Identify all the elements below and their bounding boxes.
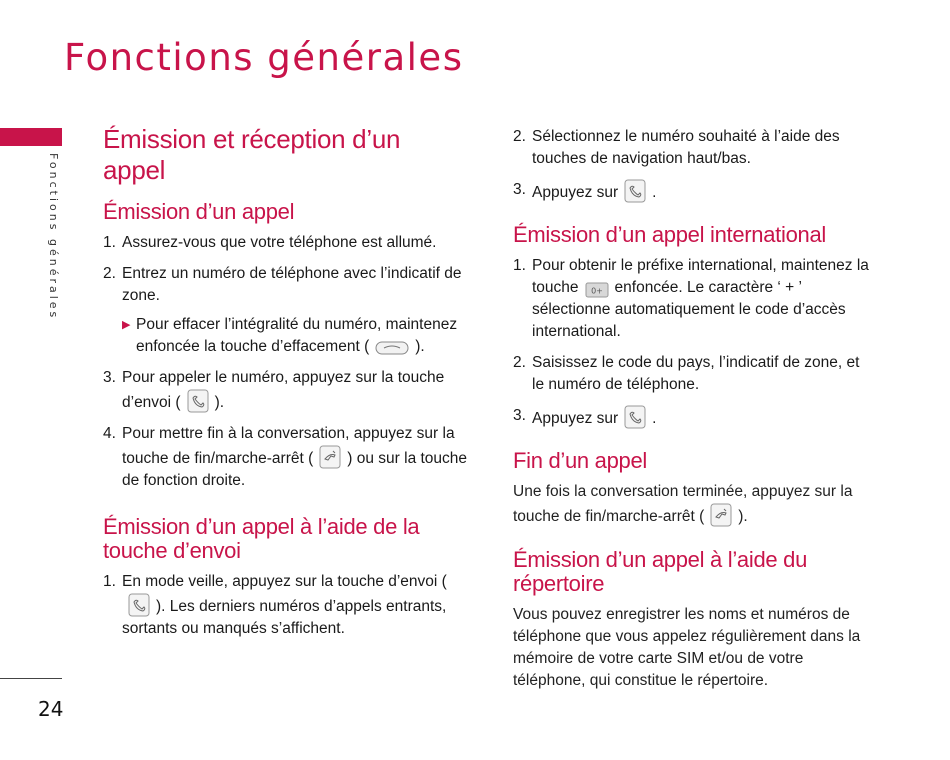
send-key-icon — [624, 405, 646, 429]
page-title: Fonctions générales — [64, 36, 464, 79]
list-text: Assurez-vous que votre téléphone est allumé. — [122, 234, 437, 251]
clear-key-icon — [375, 339, 409, 357]
list-text: Pour appeler le numéro, appuyez sur la touche d’envoi ( ). — [122, 369, 445, 411]
list-number: 3. — [103, 369, 116, 386]
right-column — [513, 126, 875, 692]
section-title: Émission et réception d’un appel — [103, 124, 401, 185]
list-item — [513, 352, 875, 396]
list-item — [103, 423, 468, 492]
list-item — [513, 255, 875, 343]
left-column — [103, 120, 468, 649]
end-call-text: Une fois la conversation terminée, appuyez sur la touche de fin/marche-arrêt ( ). — [513, 483, 853, 525]
list-number: 4. — [103, 425, 116, 442]
list-text: Sélectionnez le numéro souhaité à l’aide des touches de navigation haut/bas. — [532, 128, 840, 167]
list-text: Pour mettre fin à la conversation, appuyez sur la touche de fin/marche-arrêt ( ) ou sur la touche de fonction droite. — [122, 425, 468, 489]
list-number: 2. — [103, 265, 116, 282]
list-number: 1. — [513, 257, 526, 274]
list-item — [103, 232, 468, 254]
end-key-icon — [319, 445, 341, 469]
list-number: 1. — [103, 234, 116, 251]
heading-emission: Émission d’un appel — [103, 199, 295, 224]
heading-end-call: Fin d’un appel — [513, 448, 648, 473]
side-tab-marker — [0, 128, 62, 146]
list-text: Saisissez le code du pays, l’indicatif de zone, et le numéro de téléphone. — [532, 354, 860, 393]
list-item — [513, 126, 875, 170]
heading-international: Émission d’un appel international — [513, 222, 826, 247]
heading-send-key: Émission d’un appel à l’aide de la touche d’envoi — [103, 514, 420, 563]
list-number: 2. — [513, 128, 526, 145]
list-text: Pour obtenir le préfixe international, maintenez la touche 0+ enfoncée. Le caractère ‘ + ’ sélectionne automatiquement le code d’accès international. — [532, 257, 869, 340]
page-number: 24 — [38, 697, 64, 721]
send-key-icon — [187, 389, 209, 413]
list-number: 3. — [513, 407, 526, 424]
end-key-icon — [710, 503, 732, 527]
zero-key-icon — [585, 282, 609, 298]
note-item — [122, 314, 468, 358]
list-item — [513, 405, 875, 430]
list-text: Appuyez sur . — [532, 405, 875, 430]
phonebook-text: Vous pouvez enregistrer les noms et numéros de téléphone que vous appelez régulièrement dans la mémoire de votre carte SIM et/ou de votre téléphone, qui constitue le répertoire. — [513, 606, 861, 689]
send-key-icon — [128, 593, 150, 617]
list-item — [103, 263, 468, 307]
list-number: 2. — [513, 354, 526, 371]
footer-divider — [0, 678, 62, 679]
send-key-icon — [624, 179, 646, 203]
list-item — [513, 179, 875, 204]
list-number: 1. — [103, 573, 116, 590]
list-text: En mode veille, appuyez sur la touche d’envoi ( ). Les derniers numéros d’appels entrants, sortants ou manqués s’affichent. — [122, 573, 447, 637]
svg-text:0+: 0+ — [590, 286, 603, 296]
side-running-header: Fonctions générales — [47, 153, 60, 321]
list-text: Entrez un numéro de téléphone avec l’indicatif de zone. — [122, 265, 462, 304]
list-text: Appuyez sur . — [532, 179, 875, 204]
note-text: Pour effacer l’intégralité du numéro, maintenez enfoncée la touche d’effacement ( ). — [136, 316, 458, 355]
triangle-bullet-icon: ▶ — [122, 319, 131, 331]
list-item — [103, 367, 468, 414]
list-number: 3. — [513, 181, 526, 198]
heading-phonebook: Émission d’un appel à l’aide du répertoire — [513, 547, 808, 596]
list-item — [103, 571, 468, 640]
